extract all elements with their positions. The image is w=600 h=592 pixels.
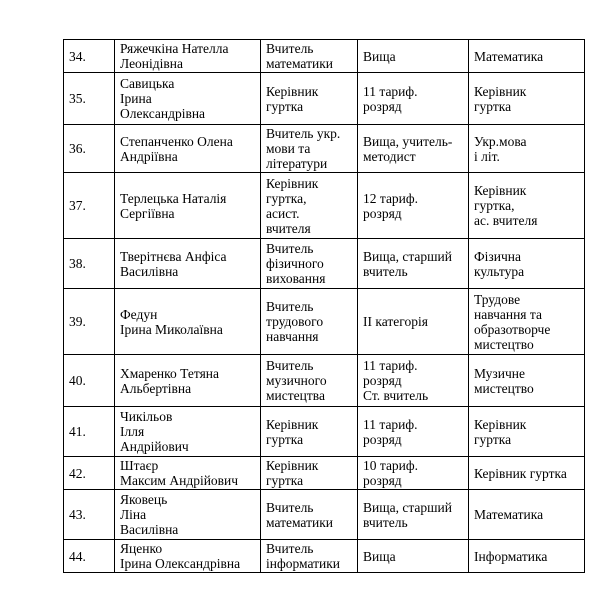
- subject-line: Керівник: [474, 83, 527, 99]
- row-number-cell: 39.: [64, 289, 115, 355]
- table-row: [64, 239, 585, 289]
- teacher-name-line: Сергіївна: [120, 205, 175, 221]
- row-number-cell: 44.: [64, 540, 115, 573]
- position-line: інформатики: [266, 556, 341, 571]
- qualification-category-line: розряд: [363, 205, 402, 221]
- subject-cell: [469, 457, 585, 490]
- position-line: Керівник: [266, 458, 319, 473]
- qualification-category-line: Вища, учитель-: [363, 133, 453, 149]
- qualification-category-line: розряд: [363, 473, 402, 488]
- qualification-category-cell: [358, 289, 469, 355]
- teacher-name-line: Савицька: [120, 76, 175, 91]
- row-number-cell: 35.: [64, 73, 115, 125]
- position-line: Керівник: [266, 175, 319, 191]
- position-line: навчання: [266, 329, 319, 344]
- table-row: [64, 457, 585, 490]
- teacher-name-line: Андріївна: [120, 148, 178, 164]
- position-cell: [261, 173, 358, 239]
- subject-line: Керівник: [474, 183, 527, 198]
- qualification-category-line: 11 тариф.: [363, 83, 418, 99]
- teacher-name-line: Ірина: [120, 91, 152, 106]
- teacher-name-line: Ірина Миколаївна: [120, 321, 223, 337]
- teacher-name-cell: [115, 173, 261, 239]
- qualification-category-line: 11 тариф.: [363, 416, 418, 432]
- row-number-cell: 34.: [64, 40, 115, 73]
- subject-line: гуртка: [474, 431, 512, 447]
- qualification-category-cell: [358, 40, 469, 73]
- teacher-name-line: Ілля: [120, 424, 145, 439]
- position-line: асист.: [266, 205, 300, 221]
- row-number-cell: 43.: [64, 490, 115, 540]
- position-line: вчителя: [266, 220, 311, 236]
- qualification-category-line: розряд: [363, 431, 402, 447]
- position-line: мови та: [266, 141, 311, 156]
- qualification-category-line: Вища, старший: [363, 248, 453, 264]
- subject-line: гуртка,: [474, 198, 515, 213]
- position-line: гуртка: [266, 431, 304, 447]
- teacher-name-line: Штаєр: [120, 458, 159, 473]
- subject-line: Фізична: [474, 248, 521, 264]
- subject-cell: [469, 125, 585, 173]
- subject-cell: [469, 73, 585, 125]
- position-line: гуртка: [266, 98, 304, 114]
- position-line: математики: [266, 514, 333, 530]
- table-row: [64, 40, 585, 73]
- teacher-name-cell: [115, 490, 261, 540]
- subject-line: Керівник гуртка: [474, 465, 567, 481]
- teacher-name-line: Олександрівна: [120, 106, 206, 121]
- position-cell: [261, 239, 358, 289]
- teacher-name-line: Яценко: [120, 541, 163, 556]
- position-cell: [261, 289, 358, 355]
- position-line: Вчитель: [266, 41, 314, 56]
- qualification-category-cell: [358, 73, 469, 125]
- position-line: гуртка,: [266, 190, 307, 206]
- teacher-name-line: Ліна: [120, 507, 147, 522]
- qualification-category-cell: [358, 540, 469, 573]
- qualification-category-cell: [358, 355, 469, 407]
- position-cell: [261, 40, 358, 73]
- subject-line: Трудове: [474, 291, 521, 307]
- qualification-category-cell: [358, 457, 469, 490]
- qualification-category-line: вчитель: [363, 263, 408, 279]
- teacher-name-cell: [115, 40, 261, 73]
- qualification-category-cell: [358, 239, 469, 289]
- row-number-cell: 38.: [64, 239, 115, 289]
- subject-line: мистецтво: [474, 336, 534, 352]
- subject-cell: [469, 173, 585, 239]
- teacher-name-line: Чикільов: [120, 409, 173, 424]
- subject-line: гуртка: [474, 98, 512, 114]
- qualification-category-line: 11 тариф.: [363, 358, 418, 373]
- position-cell: [261, 73, 358, 125]
- row-number-cell: 37.: [64, 173, 115, 239]
- position-line: Керівник: [266, 83, 319, 99]
- table-row: [64, 407, 585, 457]
- qualification-category-line: Ст. вчитель: [363, 388, 429, 403]
- position-line: Вчитель: [266, 541, 314, 556]
- qualification-category-line: Вища, старший: [363, 499, 453, 515]
- qualification-category-line: розряд: [363, 98, 402, 114]
- teacher-name-cell: [115, 407, 261, 457]
- teacher-name-cell: [115, 125, 261, 173]
- position-line: Вчитель: [266, 299, 314, 314]
- teacher-name-cell: [115, 289, 261, 355]
- subject-cell: [469, 540, 585, 573]
- qualification-category-cell: [358, 125, 469, 173]
- table-row: [64, 73, 585, 125]
- table-row: [64, 540, 585, 573]
- table-row: [64, 125, 585, 173]
- teacher-name-line: Федун: [120, 306, 158, 322]
- subject-line: Інформатика: [474, 548, 548, 564]
- subject-cell: [469, 490, 585, 540]
- position-cell: [261, 355, 358, 407]
- qualification-category-line: ІІ категорія: [363, 314, 428, 329]
- teacher-name-cell: [115, 355, 261, 407]
- subject-cell: [469, 355, 585, 407]
- qualification-category-cell: [358, 173, 469, 239]
- qualification-category-line: Вища: [363, 48, 396, 64]
- qualification-category-line: вчитель: [363, 514, 408, 530]
- subject-line: Математика: [474, 48, 544, 64]
- teacher-name-line: Хмаренко Тетяна: [120, 365, 220, 381]
- position-line: літератури: [266, 156, 328, 171]
- position-line: музичного: [266, 373, 327, 388]
- qualification-category-cell: [358, 490, 469, 540]
- position-line: гуртка: [266, 473, 304, 488]
- subject-cell: [469, 289, 585, 355]
- teacher-name-line: Альбертівна: [120, 380, 192, 396]
- table-row: [64, 173, 585, 239]
- qualification-category-line: 10 тариф.: [363, 458, 419, 473]
- subject-cell: [469, 40, 585, 73]
- teacher-name-line: Василівна: [120, 522, 179, 537]
- subject-line: Укр.мова: [474, 133, 527, 149]
- teacher-name-line: Тверітнєва Анфіса: [120, 248, 227, 264]
- staff-table-body: [64, 40, 585, 573]
- position-line: Керівник: [266, 416, 319, 432]
- position-line: Вчитель укр.: [266, 126, 341, 141]
- teacher-name-line: Терлецька Наталія: [120, 190, 227, 206]
- position-line: фізичного: [266, 256, 324, 271]
- position-cell: [261, 457, 358, 490]
- teacher-name-cell: [115, 239, 261, 289]
- row-number-cell: 41.: [64, 407, 115, 457]
- table-row: [64, 355, 585, 407]
- row-number-cell: 40.: [64, 355, 115, 407]
- position-cell: [261, 490, 358, 540]
- table-row: [64, 289, 585, 355]
- qualification-category-line: Вища: [363, 548, 396, 564]
- table-row: [64, 490, 585, 540]
- position-cell: [261, 540, 358, 573]
- position-line: мистецтва: [266, 388, 325, 403]
- subject-line: Математика: [474, 507, 544, 522]
- teacher-name-line: Василівна: [120, 263, 179, 279]
- row-number-cell: 42.: [64, 457, 115, 490]
- teacher-name-cell: [115, 540, 261, 573]
- subject-line: навчання та: [474, 306, 542, 322]
- subject-line: Музичне: [474, 365, 525, 381]
- subject-line: Керівник: [474, 416, 527, 432]
- qualification-category-cell: [358, 407, 469, 457]
- position-cell: [261, 407, 358, 457]
- position-line: математики: [266, 56, 333, 71]
- teacher-name-cell: [115, 457, 261, 490]
- teacher-name-line: Леонідівна: [120, 56, 183, 71]
- qualification-category-line: методист: [363, 148, 416, 164]
- subject-line: мистецтво: [474, 380, 534, 396]
- row-number-cell: 36.: [64, 125, 115, 173]
- teacher-name-line: Ірина Олександрівна: [120, 556, 241, 571]
- position-line: Вчитель: [266, 241, 314, 256]
- staff-table: [63, 39, 585, 573]
- position-line: виховання: [266, 271, 326, 286]
- subject-line: і літ.: [474, 148, 500, 164]
- teacher-name-line: Ряжечкіна Нателла: [120, 41, 229, 56]
- position-line: Вчитель: [266, 499, 314, 515]
- subject-line: культура: [474, 263, 525, 279]
- teacher-name-line: Яковець: [120, 492, 168, 507]
- position-line: Вчитель: [266, 358, 314, 373]
- position-line: трудового: [266, 314, 324, 329]
- position-cell: [261, 125, 358, 173]
- teacher-name-line: Максим Андрійович: [120, 473, 239, 488]
- teacher-name-line: Степанченко Олена: [120, 133, 233, 149]
- subject-cell: [469, 239, 585, 289]
- qualification-category-line: 12 тариф.: [363, 190, 419, 206]
- subject-cell: [469, 407, 585, 457]
- qualification-category-line: розряд: [363, 373, 402, 388]
- teacher-name-line: Андрійович: [120, 439, 189, 454]
- subject-line: образотворче: [474, 321, 551, 337]
- teacher-name-cell: [115, 73, 261, 125]
- subject-line: ас. вчителя: [474, 213, 538, 228]
